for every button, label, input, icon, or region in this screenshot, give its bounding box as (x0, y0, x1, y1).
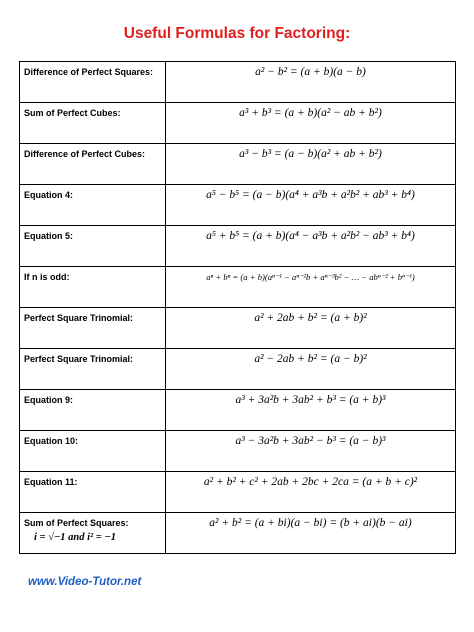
row-formula: a³ + 3a²b + 3ab² + b³ = (a + b)³ (235, 394, 386, 406)
table-row (20, 62, 456, 103)
row-formula: a² + b² = (a + bi)(a − bi) = (b + ai)(b − ai) (209, 517, 412, 529)
formula-cell (166, 144, 456, 185)
row-label: Perfect Square Trinomial: (24, 313, 134, 323)
formula-cell (166, 349, 456, 390)
formula-cell (166, 267, 456, 308)
table-row (20, 185, 456, 226)
label-cell (20, 513, 166, 554)
label-cell (20, 349, 166, 390)
row-formula: a³ − 3a²b + 3ab² − b³ = (a − b)³ (235, 435, 386, 447)
formula-cell (166, 103, 456, 144)
row-formula: a³ + b³ = (a + b)(a² − ab + b²) (239, 107, 382, 119)
row-formula: a² + b² + c² + 2ab + 2bc + 2ca = (a + b + c)² (203, 476, 418, 488)
formula-cell (166, 308, 456, 349)
page-title: Useful Formulas for Factoring: (123, 25, 351, 42)
table-row (20, 144, 456, 185)
row-formula: a⁵ − b⁵ = (a − b)(a⁴ + a³b + a²b² + ab³ + b⁴) (206, 189, 415, 201)
label-cell (20, 62, 166, 103)
formula-cell (166, 431, 456, 472)
row-formula: a² − b² = (a + b)(a − b) (255, 66, 366, 78)
label-cell (20, 226, 166, 267)
row-label: Equation 4: (24, 190, 73, 200)
label-cell (20, 308, 166, 349)
row-label: Equation 9: (24, 395, 73, 405)
table-row (20, 308, 456, 349)
row-label: Perfect Square Trinomial: (24, 354, 134, 364)
row-label-text: Sum of Perfect Squares: (24, 518, 129, 528)
formula-table (19, 61, 456, 554)
formula-cell (166, 472, 456, 513)
row-label: Equation 5: (24, 231, 73, 241)
row-label (20, 513, 165, 543)
formula-cell (166, 226, 456, 267)
row-label: Equation 10: (24, 436, 79, 446)
table-row (20, 513, 456, 554)
label-cell (20, 103, 166, 144)
label-cell (20, 390, 166, 431)
row-formula: aⁿ + bⁿ = (a + b)(aⁿ⁻¹ − aⁿ⁻²b + aⁿ⁻³b² − … − abⁿ⁻² + bⁿ⁻¹) (206, 272, 415, 282)
row-label: Difference of Perfect Cubes: (24, 149, 146, 159)
row-formula: a² − 2ab + b² = (a − b)² (254, 353, 367, 365)
footer-website-link[interactable]: www.Video-Tutor.net (28, 576, 142, 588)
row-formula: a⁵ + b⁵ = (a + b)(a⁴ − a³b + a²b² − ab³ + b⁴) (206, 230, 415, 242)
table-row (20, 349, 456, 390)
table-row (20, 472, 456, 513)
label-cell (20, 431, 166, 472)
label-cell (20, 144, 166, 185)
formula-cell (166, 390, 456, 431)
label-cell (20, 185, 166, 226)
row-formula: a² + 2ab + b² = (a + b)² (254, 312, 367, 324)
row-label: Difference of Perfect Squares: (24, 67, 154, 77)
row-formula: a³ − b³ = (a − b)(a² + ab + b²) (239, 148, 382, 160)
formula-cell (166, 513, 456, 554)
table-row (20, 390, 456, 431)
table-row (20, 267, 456, 308)
table-row (20, 431, 456, 472)
table-row (20, 103, 456, 144)
label-cell (20, 267, 166, 308)
table-row (20, 226, 456, 267)
row-label: Equation 11: (24, 477, 78, 487)
formula-cell (166, 62, 456, 103)
label-cell (20, 472, 166, 513)
row-label-note: i = √−1 and i² = −1 (34, 532, 117, 543)
row-label: If n is odd: (24, 272, 70, 282)
formula-cell (166, 185, 456, 226)
row-label: Sum of Perfect Cubes: (24, 108, 121, 118)
